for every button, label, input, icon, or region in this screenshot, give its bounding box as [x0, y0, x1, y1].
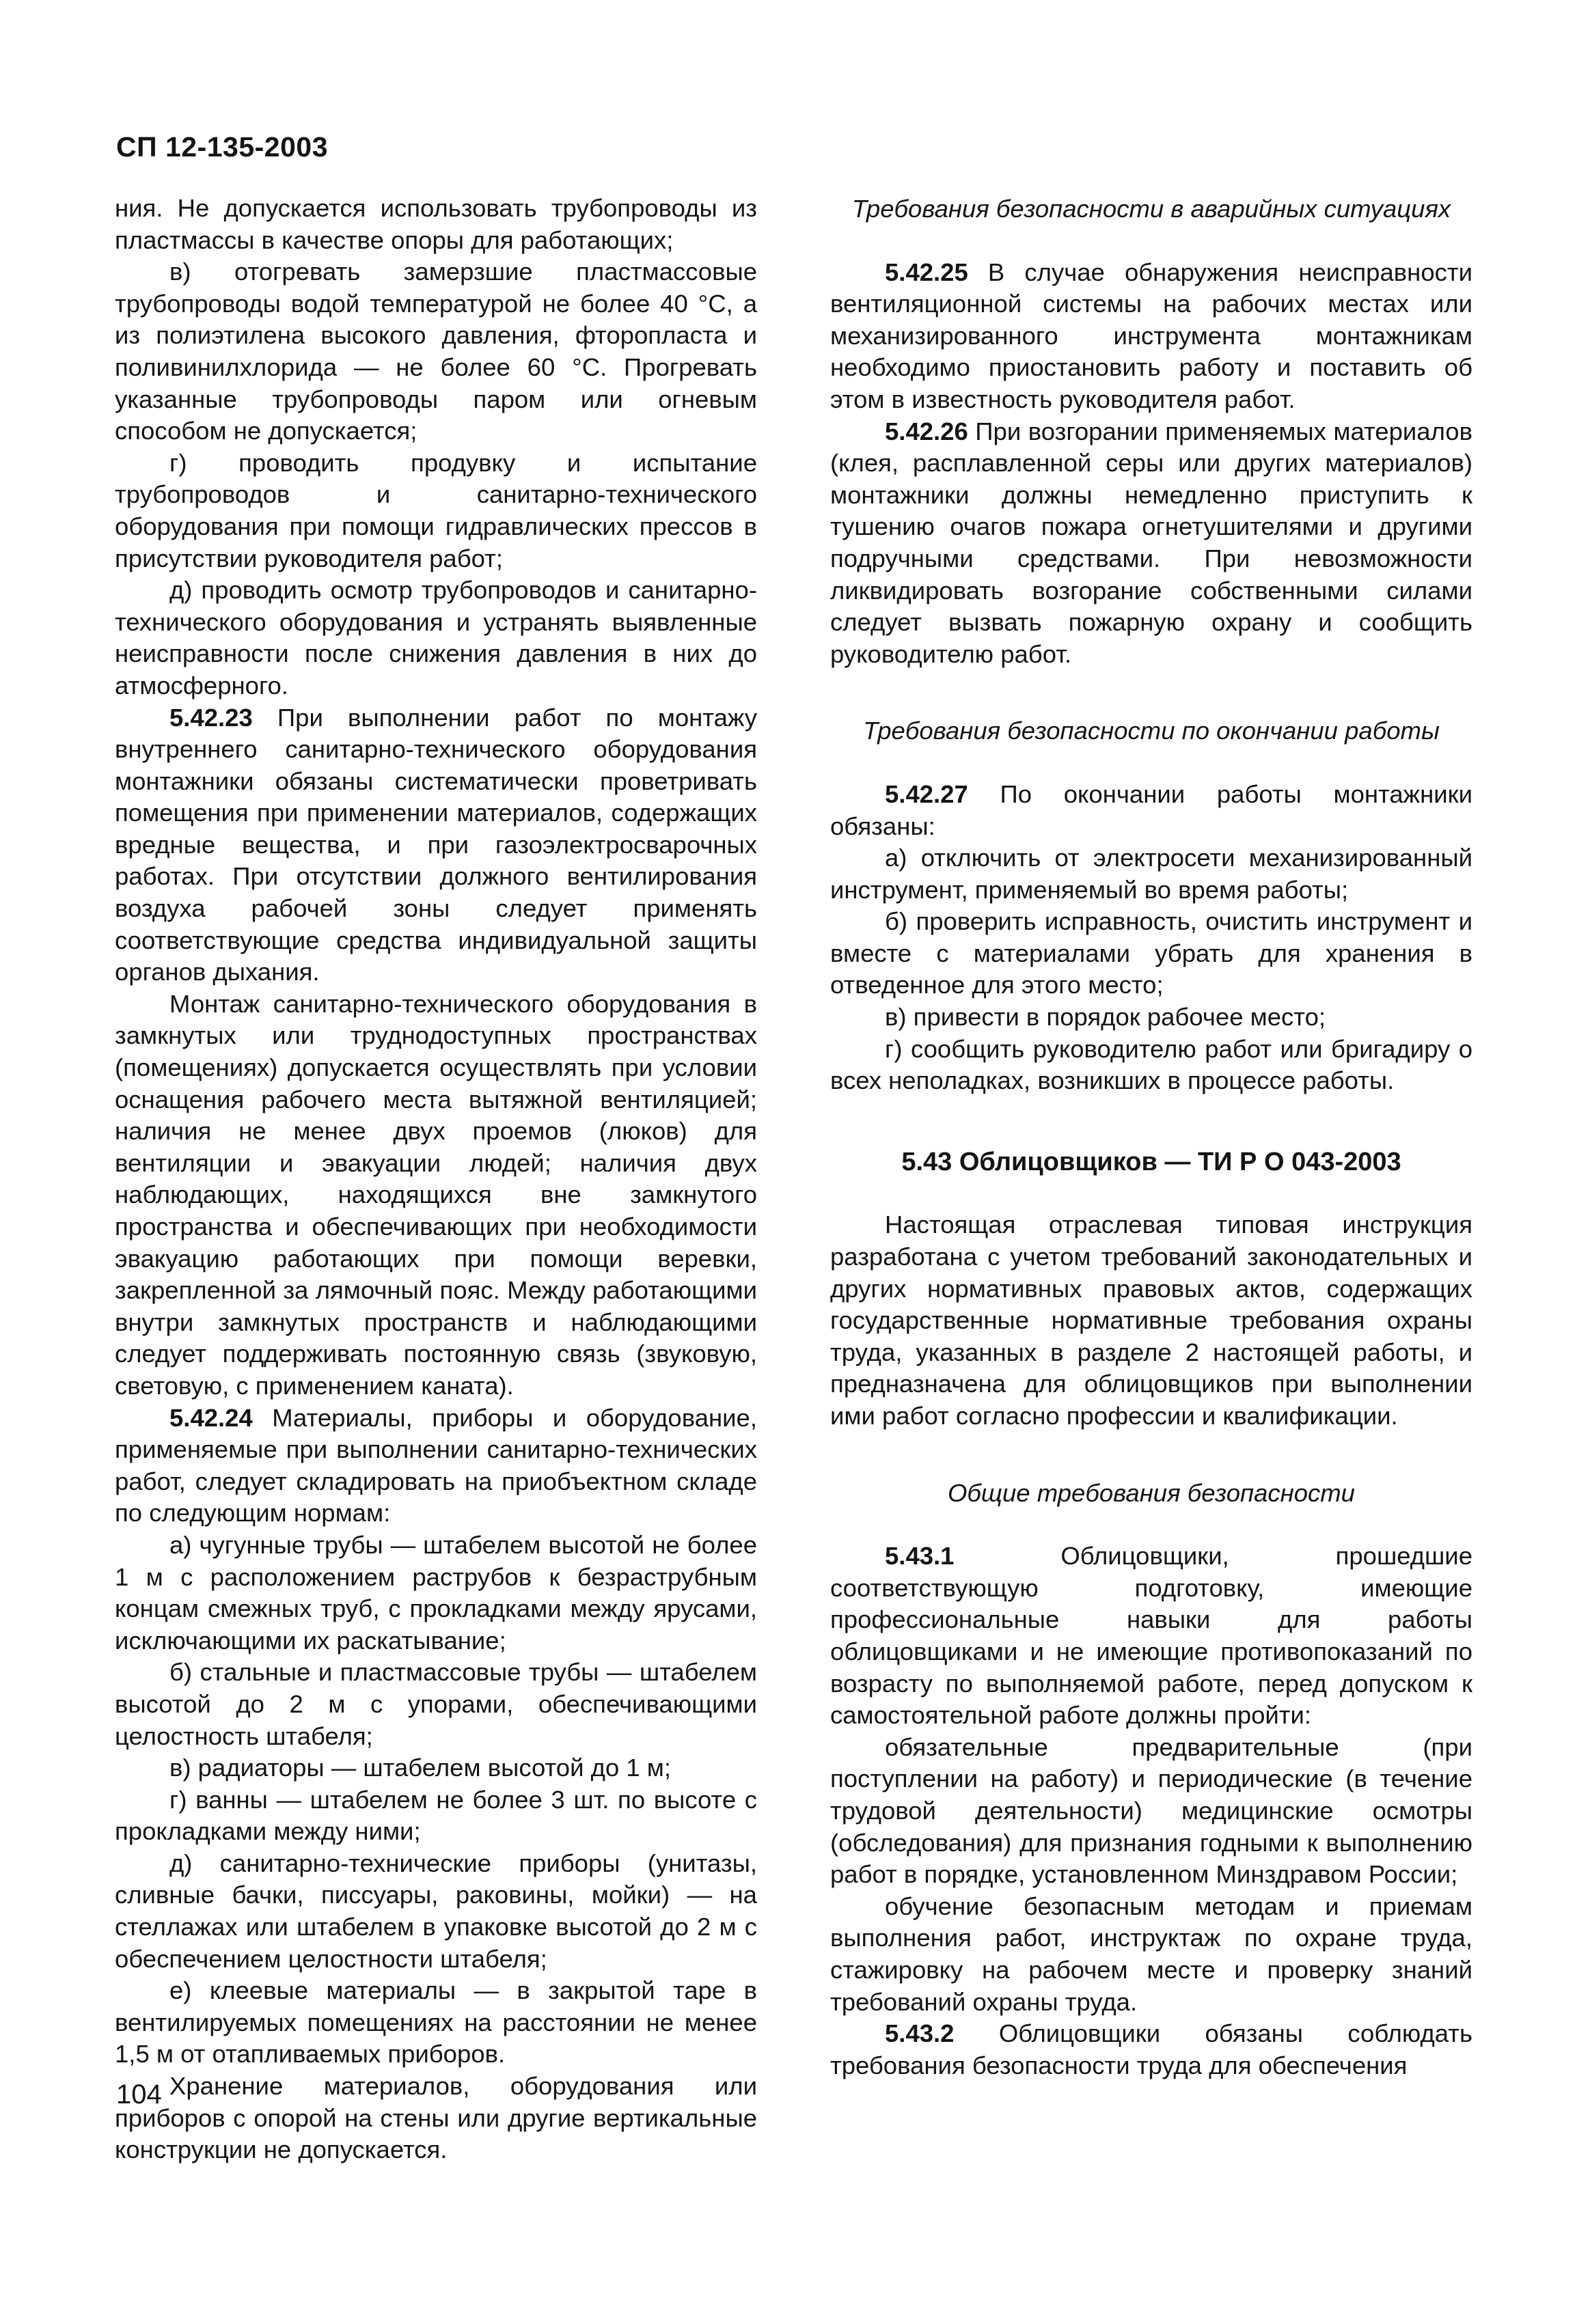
- list-item: обучение безопасным методам и приемам выполнения работ, инструктаж по охране труда, стажировку на рабочем месте и проверку знаний требований охраны труда.: [830, 1892, 1472, 2016]
- list-item: в) привести в порядок рабочее место;: [885, 1003, 1326, 1032]
- paragraph: Монтаж санитарно-технического оборудования в замкнутых или труднодоступных пространствах (помещениях) допускается осуществлять при условии оснащения рабочего места вытяжной вентиляцией; наличия не менее двух проемов (люков) для вентиляции и эвакуации людей; наличия двух наблюдающих, находящихся вне замкнутого пространства и обеспечивающих при необходимости эвакуацию работающих при помощи веревки, закрепленной за лямочный пояс. Между работающими внутри замкнутых пространств и наблюдающими следует поддерживать постоянную связь (звуковую, световую, с применением каната).: [115, 989, 757, 1400]
- list-item: д) санитарно-технические приборы (унитазы, сливные бачки, писсуары, раковины, мойки) — на стеллажах или штабелем в упаковке высотой до 2 м с обеспечением целостности штабеля;: [115, 1849, 757, 1973]
- page-number: 104: [116, 2079, 162, 2109]
- clause-number: 5.42.24: [169, 1403, 253, 1432]
- clause-text: Материалы, приборы и оборудование, применяемые при выполнении санитарно-технических работ, следует складировать на приобъектном складе по следующим нормам:: [115, 1403, 757, 1527]
- clause-5-42-23: [115, 702, 757, 988]
- clause-5-43-2: [830, 2018, 1472, 2081]
- clause-number: 5.42.25: [885, 258, 968, 286]
- clause-text: При выполнении работ по монтажу внутреннего санитарно-технического оборудования монтажники обязаны систематически проветривать помещения при применении материалов, содержащих вредные вещества, и при газоэлектросварочных работах. При отсутствии должного вентилирования воздуха рабочей зоны следует применять соответствующие средства индивидуальной защиты органов дыхания.: [115, 703, 757, 986]
- clause-text: Облицовщики, прошедшие соответствующую подготовку, имеющие профессиональные навыки для работы облицовщиками и не имеющие противопоказаний по возрасту по выполняемой работе, перед допуском к самостоятельной работе должны пройти:: [830, 1542, 1472, 1730]
- clause-number: 5.42.27: [885, 779, 968, 808]
- document-code-header: СП 12-135-2003: [116, 131, 328, 163]
- clause-text: В случае обнаружения неисправности вентиляционной системы на рабочих местах или механизированного инструмента монтажникам необходимо приостановить работу и поставить об этом в известность руководителя работ.: [830, 258, 1472, 413]
- list-item: г) ванны — штабелем не более 3 шт. по высоте с прокладками между ними;: [115, 1785, 757, 1846]
- list-item: б) стальные и пластмассовые трубы — штабелем высотой до 2 м с упорами, обеспечивающими целостность штабеля;: [115, 1658, 757, 1750]
- list-item: в) отогревать замерзшие пластмассовые трубопроводы водой температурой не более 40 °С, а из полиэтилена высокого давления, фторопласта и поливинилхлорида — не более 60 °С. Прогревать указанные трубопроводы паром или огневым способом не допускается;: [115, 258, 757, 445]
- clause-number: 5.42.23: [169, 703, 253, 732]
- subheading-general: Общие требования безопасности: [948, 1478, 1355, 1507]
- list-item: г) проводить продувку и испытание трубопроводов и санитарно-технического оборудования при помощи гидравлических прессов в присутствии руководителя работ;: [115, 448, 757, 572]
- clause-number: 5.43.1: [885, 1542, 955, 1571]
- subheading-end-of-work: Требования безопасности по окончании работы: [863, 717, 1440, 745]
- right-column: [830, 193, 1472, 2081]
- list-item: д) проводить осмотр трубопроводов и санитарно-технического оборудования и устранять выявленные неисправности после снижения давления в них до атмосферного.: [115, 576, 757, 700]
- clause-5-42-27: [830, 779, 1472, 842]
- list-item: в) радиаторы — штабелем высотой до 1 м;: [169, 1754, 672, 1782]
- list-item: е) клеевые материалы — в закрытой таре в вентилируемых помещениях на расстоянии не менее 1,5 м от отапливаемых приборов.: [115, 1976, 757, 2069]
- paragraph: Хранение материалов, оборудования или приборов с опорой на стены или другие вертикальные конструкции не допускается.: [115, 2072, 757, 2164]
- list-item: обязательные предварительные (при поступлении на работу) и периодические (в течение трудовой деятельности) медицинские осмотры (обследования) для признания годными к выполнению работ в порядке, установленном Минздравом России;: [830, 1732, 1472, 1889]
- list-item: г) сообщить руководителю работ или бригадиру о всех неполадках, возникших в процессе работы.: [830, 1034, 1472, 1095]
- clause-5-42-24: [115, 1402, 757, 1530]
- list-item: а) отключить от электросети механизированный инструмент, применяемый во время работы;: [830, 844, 1472, 904]
- clause-text: При возгорании применяемых материалов (клея, расплавленной серы или других материалов) монтажники должны немедленно приступить к тушению очагов пожара огнетушителями и другими подручными средствами. При невозможности ликвидировать возгорание собственными силами следует вызвать пожарную охрану и сообщить руководителю работ.: [830, 417, 1472, 668]
- clause-text: Облицовщики обязаны соблюдать требования безопасности труда для обеспечения: [830, 2019, 1472, 2079]
- list-item: б) проверить исправность, очистить инструмент и вместе с материалами убрать для хранения в отведенное для этого место;: [830, 907, 1472, 999]
- left-column: [115, 193, 757, 2166]
- section-heading-5-43: 5.43 Облицовщиков — ТИ Р О 043-2003: [901, 1147, 1401, 1176]
- clause-number: 5.42.26: [885, 417, 968, 445]
- clause-5-42-26: [830, 416, 1472, 671]
- clause-text: По окончании работы монтажники обязаны:: [830, 779, 1472, 840]
- paragraph: ния. Не допускается использовать трубопроводы из пластмассы в качестве опоры для работающих;: [115, 194, 757, 254]
- subheading-emergency: Требования безопасности в аварийных ситуациях: [851, 195, 1451, 223]
- list-item: а) чугунные трубы — штабелем высотой не более 1 м с расположением раструбов к безраструбным концам смежных труб, с прокладками между ярусами, исключающими их раскатывание;: [115, 1530, 757, 1655]
- clause-5-43-1: [830, 1540, 1472, 1732]
- clause-5-42-25: [830, 257, 1472, 416]
- clause-number: 5.43.2: [885, 2019, 955, 2048]
- paragraph: Настоящая отраслевая типовая инструкция разработана с учетом требований законодательных и других нормативных правовых актов, содержащих государственные нормативные требования охраны труда, указанных в разделе 2 настоящей работы, и предназначена для облицовщиков при выполнении ими работ согласно профессии и квалификации.: [830, 1211, 1472, 1430]
